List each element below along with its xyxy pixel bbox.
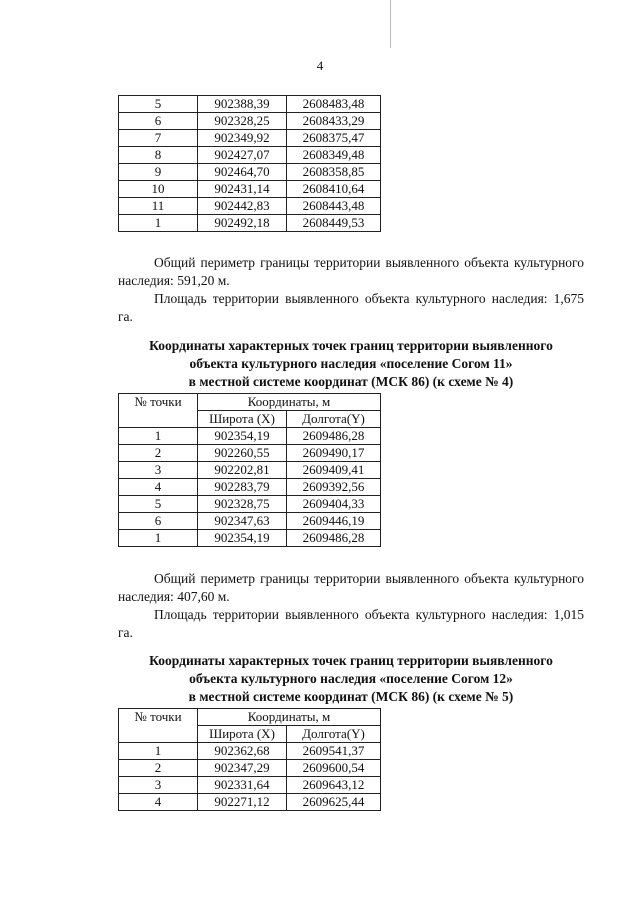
heading-line: объекта культурного наследия «поселение Согом 11» — [189, 356, 513, 371]
column-header-coordinates: Координаты, м — [198, 709, 381, 726]
point-number-cell: 3 — [119, 777, 198, 794]
table-row — [119, 530, 381, 547]
area-paragraph — [118, 606, 584, 642]
point-number-cell: 4 — [119, 479, 198, 496]
point-number-cell: 4 — [119, 794, 198, 811]
longitude-cell: 2609446,19 — [287, 513, 381, 530]
heading-line: Координаты характерных точек границ территории выявленного — [149, 653, 553, 668]
latitude-cell: 902347,63 — [198, 513, 287, 530]
table-row — [119, 96, 381, 113]
column-header-coordinates: Координаты, м — [198, 394, 381, 411]
perimeter-text: Общий периметр границы территории выявленного объекта культурного наследия: 407,60 м. — [118, 571, 584, 604]
latitude-cell: 902202,81 — [198, 462, 287, 479]
point-number-cell: 8 — [119, 147, 198, 164]
latitude-cell: 902464,70 — [198, 164, 287, 181]
point-number-cell: 11 — [119, 198, 198, 215]
table-row — [119, 130, 381, 147]
table-row — [119, 147, 381, 164]
table-row — [119, 445, 381, 462]
point-number-cell: 3 — [119, 462, 198, 479]
point-number-cell: 6 — [119, 513, 198, 530]
point-number-cell: 5 — [119, 496, 198, 513]
longitude-cell: 2608358,85 — [287, 164, 381, 181]
page-number: 4 — [316, 58, 324, 73]
latitude-cell: 902328,25 — [198, 113, 287, 130]
point-number-cell: 9 — [119, 164, 198, 181]
table-body — [119, 428, 381, 547]
point-number-cell: 6 — [119, 113, 198, 130]
table-row — [119, 513, 381, 530]
longitude-cell: 2609409,41 — [287, 462, 381, 479]
longitude-cell: 2608449,53 — [287, 215, 381, 232]
point-number-cell: 7 — [119, 130, 198, 147]
table-row — [119, 181, 381, 198]
point-number-cell: 1 — [119, 530, 198, 547]
table-body — [119, 743, 381, 811]
table-body — [119, 96, 381, 232]
latitude-cell: 902431,14 — [198, 181, 287, 198]
latitude-cell: 902442,83 — [198, 198, 287, 215]
longitude-cell: 2609490,17 — [287, 445, 381, 462]
perimeter-paragraph — [118, 254, 584, 290]
column-header-point: № точки — [119, 709, 198, 743]
section-heading-sogom-11 — [118, 337, 584, 391]
point-number-cell: 5 — [119, 96, 198, 113]
longitude-cell: 2609643,12 — [287, 777, 381, 794]
longitude-cell: 2609541,37 — [287, 743, 381, 760]
longitude-cell: 2609392,56 — [287, 479, 381, 496]
point-number-cell: 2 — [119, 760, 198, 777]
coordinates-table-continued — [118, 95, 381, 232]
heading-line: в местной системе координат (МСК 86) (к схеме № 4) — [188, 374, 514, 389]
longitude-cell: 2608483,48 — [287, 96, 381, 113]
table-row — [119, 462, 381, 479]
longitude-cell: 2609625,44 — [287, 794, 381, 811]
longitude-cell: 2609600,54 — [287, 760, 381, 777]
coordinates-table-sogom-11 — [118, 393, 381, 547]
point-number-cell: 1 — [119, 743, 198, 760]
table-row — [119, 428, 381, 445]
area-text: Площадь территории выявленного объекта культурного наследия: 1,675 га. — [118, 291, 584, 324]
latitude-cell: 902328,75 — [198, 496, 287, 513]
table-row — [119, 743, 381, 760]
table-row — [119, 198, 381, 215]
longitude-cell: 2609404,33 — [287, 496, 381, 513]
longitude-cell: 2608433,29 — [287, 113, 381, 130]
latitude-cell: 902362,68 — [198, 743, 287, 760]
column-header-longitude: Долгота(Y) — [287, 411, 381, 428]
heading-line: объекта культурного наследия «поселение Согом 12» — [189, 671, 513, 686]
latitude-cell: 902388,39 — [198, 96, 287, 113]
point-number-cell: 2 — [119, 445, 198, 462]
table-row — [119, 479, 381, 496]
latitude-cell: 902354,19 — [198, 530, 287, 547]
column-header-latitude: Широта (X) — [198, 726, 287, 743]
latitude-cell: 902427,07 — [198, 147, 287, 164]
table-row — [119, 496, 381, 513]
table-row — [119, 113, 381, 130]
longitude-cell: 2608349,48 — [287, 147, 381, 164]
heading-line: Координаты характерных точек границ территории выявленного — [149, 338, 553, 353]
area-paragraph — [118, 290, 584, 326]
area-text: Площадь территории выявленного объекта культурного наследия: 1,015 га. — [118, 607, 584, 640]
latitude-cell: 902331,64 — [198, 777, 287, 794]
latitude-cell: 902349,92 — [198, 130, 287, 147]
longitude-cell: 2608443,48 — [287, 198, 381, 215]
latitude-cell: 902492,18 — [198, 215, 287, 232]
table-row — [119, 760, 381, 777]
latitude-cell: 902347,29 — [198, 760, 287, 777]
table-row — [119, 794, 381, 811]
coordinates-table-sogom-12 — [118, 708, 381, 811]
point-number-cell: 10 — [119, 181, 198, 198]
table-row — [119, 164, 381, 181]
perimeter-text: Общий периметр границы территории выявленного объекта культурного наследия: 591,20 м. — [118, 255, 584, 288]
point-number-cell: 1 — [119, 428, 198, 445]
longitude-cell: 2608375,47 — [287, 130, 381, 147]
longitude-cell: 2609486,28 — [287, 428, 381, 445]
table-row — [119, 777, 381, 794]
latitude-cell: 902354,19 — [198, 428, 287, 445]
column-header-point: № точки — [119, 394, 198, 428]
latitude-cell: 902283,79 — [198, 479, 287, 496]
section-heading-sogom-12 — [118, 652, 584, 706]
column-header-longitude: Долгота(Y) — [287, 726, 381, 743]
longitude-cell: 2609486,28 — [287, 530, 381, 547]
table-row — [119, 215, 381, 232]
longitude-cell: 2608410,64 — [287, 181, 381, 198]
perimeter-paragraph — [118, 570, 584, 606]
column-header-latitude: Широта (X) — [198, 411, 287, 428]
heading-line: в местной системе координат (МСК 86) (к схеме № 5) — [188, 689, 514, 704]
latitude-cell: 902271,12 — [198, 794, 287, 811]
point-number-cell: 1 — [119, 215, 198, 232]
scan-artifact-line — [390, 0, 391, 48]
latitude-cell: 902260,55 — [198, 445, 287, 462]
